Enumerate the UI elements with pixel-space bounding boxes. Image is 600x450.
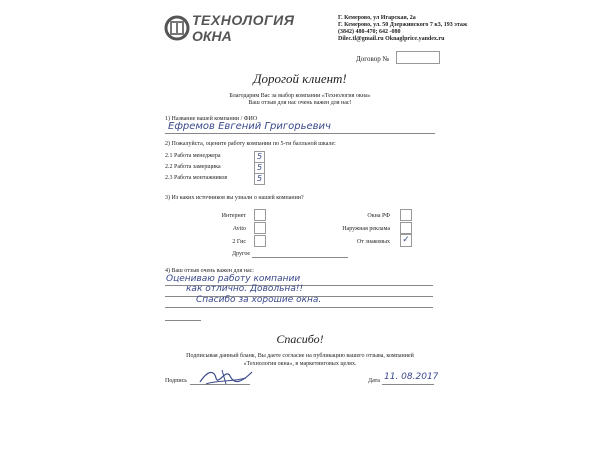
source-2gis-label: 2 Гис	[232, 239, 246, 245]
email: Dilec.tl@gmail.ru Oknaglprice.yandex.ru	[338, 36, 445, 42]
q2-item-1-score[interactable]: 5	[254, 151, 265, 163]
contract-number-field[interactable]	[396, 51, 440, 64]
q4-answer-line-3[interactable]: Спасибо за хорошие окна.	[196, 295, 322, 305]
company-logo-icon	[164, 10, 190, 46]
source-2gis-checkbox[interactable]	[254, 235, 266, 247]
source-friends-label: От знакомых	[356, 239, 390, 245]
logo-line2: ОКНА	[192, 28, 232, 44]
source-okna-rf-checkbox[interactable]	[400, 209, 412, 221]
signature-label: Подпись	[165, 378, 188, 384]
source-outdoor-checkbox[interactable]	[400, 222, 412, 234]
q4-label: 4) Ваш отзыв очень важен для нас:	[165, 268, 254, 274]
date-label: Дата	[368, 378, 380, 384]
q1-answer-line	[165, 133, 435, 134]
source-other-label: Другое	[232, 251, 251, 257]
q2-label: 2) Пожалуйста, оцените работу компании по 5-ти балльной шкале:	[165, 141, 336, 147]
intro-line-2: Ваш отзыв для нас очень важен для нас!	[248, 100, 352, 106]
q4-answer-line-2[interactable]: как отлично. Довольна!!	[186, 284, 304, 294]
greeting-title: Дорогой клиент!	[253, 71, 347, 86]
source-friends-checkbox[interactable]: ✓	[400, 234, 412, 247]
date-value[interactable]: 11. 08.2017	[384, 372, 439, 382]
consent-line-2: «Технология окна», в маркетинговых целях.	[243, 361, 357, 367]
q3-label: 3) Из каких источников вы узнали о нашей компании?	[165, 195, 304, 201]
source-avito-label: Avito	[232, 226, 246, 232]
q4-line-3	[165, 307, 433, 308]
q4-answer-line-1[interactable]: Оцениваю работу компании	[166, 274, 301, 284]
source-other-line[interactable]	[252, 257, 348, 258]
source-avito-checkbox[interactable]	[254, 222, 266, 234]
source-internet-label: Интернет	[221, 213, 246, 219]
source-okna-rf-label: Окна РФ	[367, 213, 390, 219]
q4-line-4	[165, 320, 201, 321]
phone: (3842) 480-470; 642 -080	[338, 29, 401, 35]
consent-line-1: Подписывая данный бланк, Вы даете согласие на публикацию вашего отзыва, компанией	[186, 353, 414, 359]
intro-line-1: Благодарим Вас за выбор компании «Технология окна»	[229, 93, 371, 99]
source-internet-checkbox[interactable]	[254, 209, 266, 221]
q2-item-2-score[interactable]: 5	[254, 162, 265, 174]
q2-item-2-label: 2.2 Работа замерщика	[165, 164, 221, 170]
q1-answer[interactable]: Ефремов Евгений Григорьевич	[168, 121, 331, 132]
thanks-title: Спасибо!	[276, 332, 324, 346]
q1-label: 1) Название вашей компании / ФИО	[165, 116, 258, 122]
q2-item-3-label: 2.3 Работа монтажников	[165, 175, 228, 181]
handwritten-signature-icon	[196, 364, 256, 388]
address-line-2: Г. Кемерово, ул. 50 Дзержинского 7 к3, 193 этаж	[338, 22, 468, 28]
date-line	[382, 384, 434, 385]
q2-item-3-score[interactable]: 5	[254, 173, 265, 185]
contract-label: Договор №	[356, 55, 390, 63]
logo-line1: ТЕХНОЛОГИЯ	[192, 12, 295, 28]
address-line-1: Г. Кемерово, ул Игарская, 2а	[338, 15, 416, 21]
q2-item-1-label: 2.1 Работа менеджера	[165, 153, 221, 159]
source-outdoor-label: Наружная реклама	[342, 226, 390, 232]
